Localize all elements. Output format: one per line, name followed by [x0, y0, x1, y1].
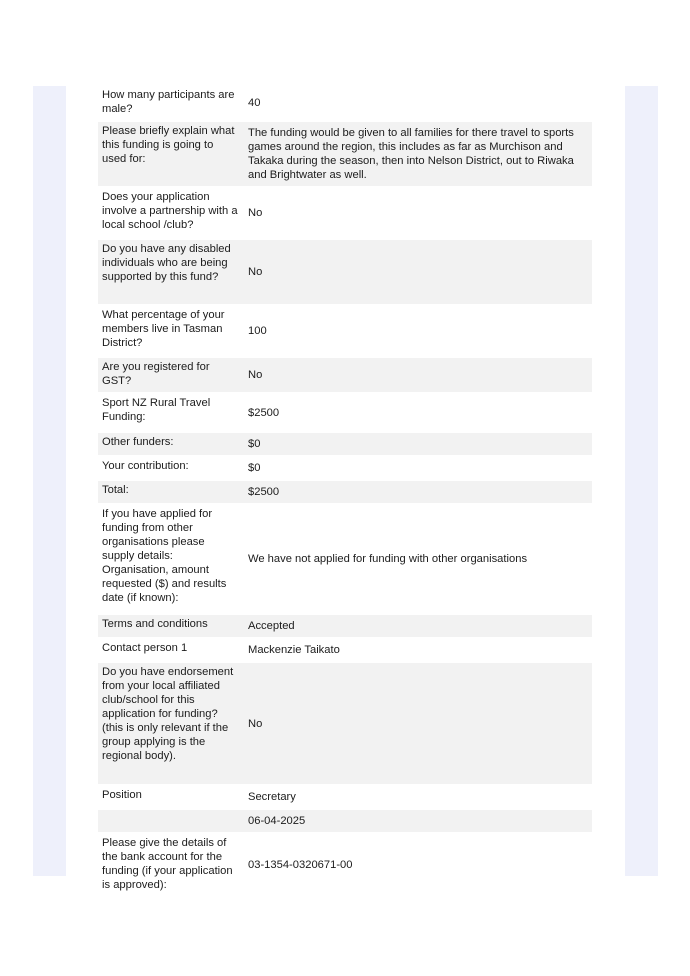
question-label: Please briefly explain what this funding is going to used for:	[102, 125, 235, 165]
question-label: How many participants are male?	[102, 89, 235, 115]
table-row	[98, 834, 592, 898]
table-row	[98, 240, 592, 306]
question-label: If you have applied for funding from other organisations please supply details: Organisation, amount requested ($) and results date (if known):	[102, 508, 227, 604]
question-label: Your contribution:	[102, 460, 189, 472]
answer-value: 03-1354-0320671-00	[248, 859, 353, 871]
answer-value: No	[248, 717, 263, 730]
answer-value: The funding would be given to all families for there travel to sports games around the region, this includes as far as Murchison and Takaka during the season, then into Nelson District, out to Riwaka and Brightwater as well.	[248, 127, 574, 181]
table-row	[98, 639, 592, 663]
answer-value: No	[248, 369, 263, 381]
table-row	[98, 481, 592, 505]
table-row	[98, 786, 592, 810]
answer-value: 100	[248, 325, 267, 337]
answer-value: Secretary	[248, 791, 296, 803]
question-label: Other funders:	[102, 436, 174, 448]
table-row	[98, 188, 592, 240]
table-row	[98, 306, 592, 358]
question-label: Does your application involve a partnership with a local school /club?	[102, 191, 238, 231]
question-label	[98, 810, 244, 832]
question-label: Please give the details of the bank account for the funding (if your application is approved):	[102, 837, 233, 891]
question-label: Contact person 1	[102, 642, 188, 654]
answer-value: No	[248, 207, 263, 219]
table-row	[98, 810, 592, 834]
table-row	[98, 86, 592, 122]
question-label: Do you have endorsement from your local affiliated club/school for this application for funding? (this is only relevant if the group applying is the regional body).	[102, 666, 234, 762]
table-row	[98, 505, 592, 615]
right-margin-band	[625, 86, 658, 876]
answer-value: $0	[248, 438, 261, 450]
question-label: Do you have any disabled individuals who are being supported by this fund?	[102, 243, 231, 283]
table-row	[98, 433, 592, 457]
left-margin-band	[33, 86, 66, 876]
answer-value: 40	[248, 97, 261, 109]
table-row	[98, 615, 592, 639]
table-row	[98, 663, 592, 786]
question-label: What percentage of your members live in Tasman District?	[102, 309, 225, 349]
question-label: Position	[102, 789, 142, 801]
table-row	[98, 457, 592, 481]
answer-value: $0	[248, 462, 261, 474]
application-form-table	[98, 86, 592, 898]
answer-value: We have not applied for funding with other organisations	[248, 553, 528, 565]
answer-value: 06-04-2025	[248, 815, 306, 827]
table-row	[98, 358, 592, 394]
question-label: Are you registered for GST?	[102, 361, 210, 387]
answer-value: $2500	[248, 406, 280, 419]
question-label: Sport NZ Rural Travel Funding:	[102, 397, 211, 423]
table-row	[98, 394, 592, 433]
question-label: Total:	[102, 484, 129, 496]
answer-value: $2500	[248, 486, 280, 498]
question-label: Terms and conditions	[102, 618, 208, 630]
answer-value: Mackenzie Taikato	[248, 644, 340, 656]
answer-value: Accepted	[248, 620, 295, 632]
answer-value: No	[248, 266, 263, 278]
table-row	[98, 122, 592, 188]
